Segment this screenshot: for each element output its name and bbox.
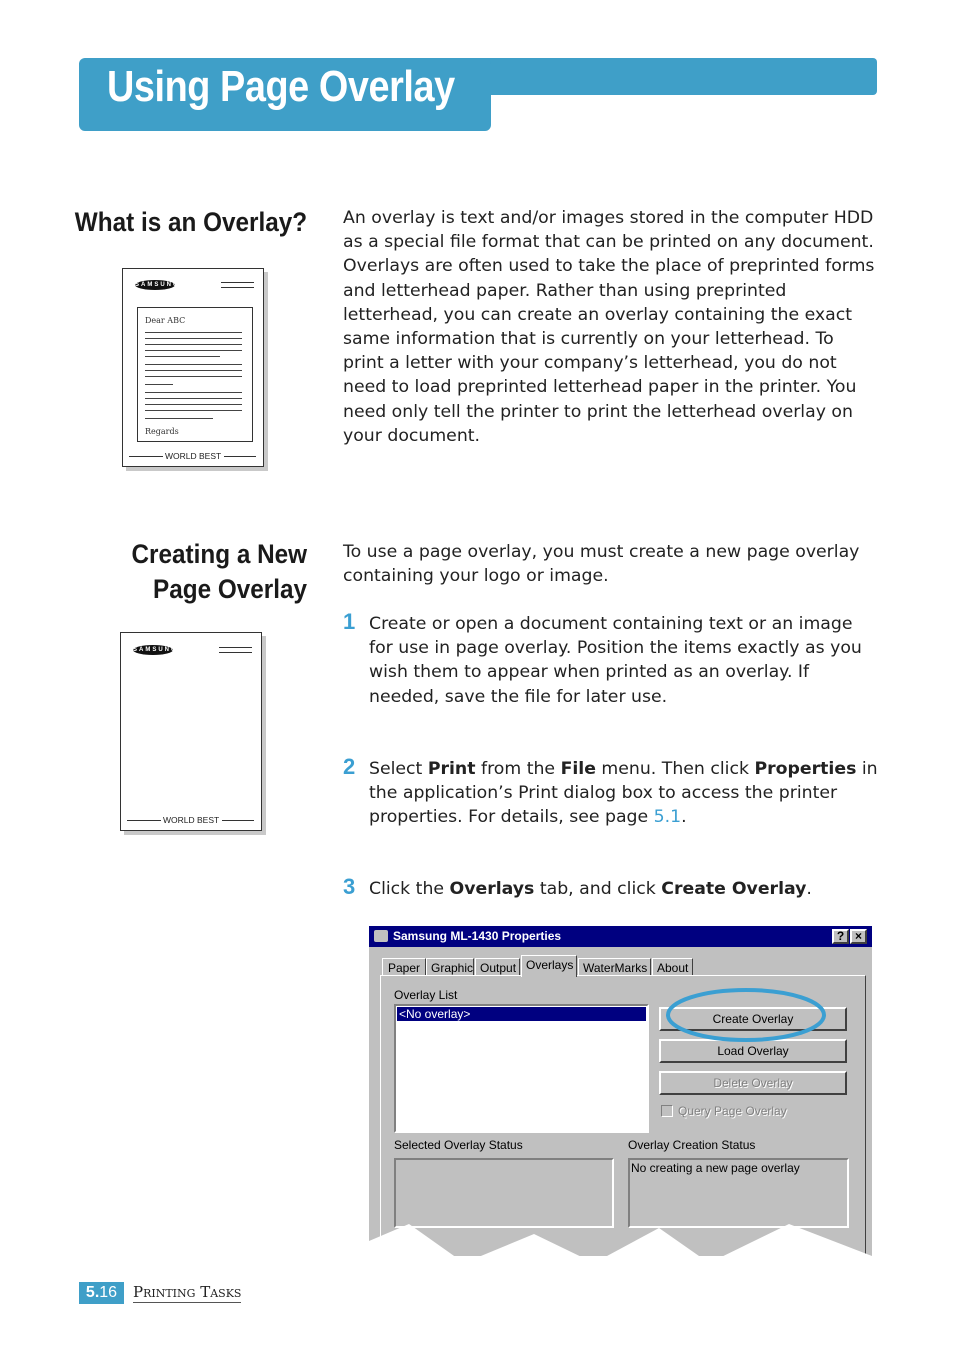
header-lines (219, 647, 252, 653)
step-3-bold-overlays: Overlays (449, 879, 535, 899)
page-number: 16 (99, 1284, 118, 1301)
step-2-text: in the application’s Print dialog box to access the printer properties. For details, see page (369, 759, 878, 828)
text-line (145, 418, 213, 419)
text-line (145, 404, 242, 405)
page-title: Using Page Overlay (107, 62, 455, 111)
text-line (145, 392, 242, 393)
letter-closing: Regards (145, 427, 179, 436)
create-overlay-button[interactable]: Create Overlay (659, 1007, 847, 1031)
title-banner-bar (480, 58, 877, 95)
close-button[interactable]: × (850, 929, 867, 944)
tab-paper[interactable]: Paper (382, 958, 426, 976)
samsung-logo: SAMSUNG (133, 647, 178, 653)
step-2-bold-file: File (560, 759, 596, 779)
footer-arrow-left (127, 820, 161, 821)
torn-edge (369, 1216, 872, 1256)
heading-line-2: Page Overlay (152, 574, 307, 604)
step-3-text: . (806, 879, 812, 899)
tab-output[interactable]: Output (475, 958, 520, 976)
tab-overlays[interactable]: Overlays (521, 955, 577, 977)
step-text-3 (369, 877, 879, 901)
query-overlay-label: Query Page Overlay (678, 1104, 787, 1118)
selected-status-label: Selected Overlay Status (394, 1138, 523, 1152)
text-line (145, 332, 242, 333)
letterhead-illustration (122, 268, 264, 467)
section-heading-what-is-overlay: What is an Overlay? (74, 207, 307, 237)
overlay-list[interactable] (394, 1004, 649, 1133)
tab-about[interactable]: About (652, 958, 693, 976)
text-line (145, 384, 173, 385)
tab-graphic[interactable]: Graphic (426, 958, 474, 976)
creation-status-text: No creating a new page overlay (631, 1161, 800, 1175)
text-line (145, 376, 242, 377)
section-body-what-is-overlay: An overlay is text and/or images stored in the computer HDD as a special file format that can be printed on any document. Overlays are often used to take the place of preprinted forms and letterhead paper. Rather than using preprinted letterhead, you can create an overlay containing the exact same information that is currently on your letterhead. To print a letter with your company’s letterhead, you do not need to load preprinted letterhead paper in the printer. You need only tell the printer to print the letterhead overlay on your document. (343, 208, 875, 446)
page-number-badge (79, 1282, 124, 1304)
text-line (145, 350, 242, 351)
step-number-3: 3 (343, 874, 356, 899)
text-line (145, 370, 242, 371)
load-overlay-button[interactable]: Load Overlay (659, 1039, 847, 1063)
footer-arrow-left (129, 456, 163, 457)
step-2-text: from the (475, 759, 561, 779)
heading-line-1: Creating a New (131, 539, 307, 569)
footer-slogan: WORLD BEST (163, 815, 220, 825)
footer-slogan: WORLD BEST (165, 451, 222, 461)
letter-greeting: Dear ABC (145, 316, 186, 325)
step-text-1: Create or open a document containing text or an image for use in page overlay. Position the items exactly as you wish them to appear when printed as an overlay. If needed, save the file for later use. (369, 614, 862, 707)
step-number-1: 1 (343, 609, 356, 634)
highlight-circle (660, 984, 830, 1046)
step-2-bold-properties: Properties (754, 759, 857, 779)
page-link[interactable]: 5.1 (653, 807, 682, 828)
help-button[interactable]: ? (832, 929, 849, 944)
dialog-title-bar (369, 926, 872, 947)
footer-arrow-right (224, 456, 256, 457)
step-3-text: Click the (369, 879, 450, 899)
creation-status-label: Overlay Creation Status (628, 1138, 756, 1152)
text-line (145, 398, 242, 399)
footer-section: Printing Tasks (133, 1283, 242, 1301)
letter-body-box (137, 307, 253, 442)
overlay-list-item[interactable]: <No overlay> (397, 1007, 646, 1021)
step-3-text: tab, and click (534, 879, 662, 899)
section-heading-creating-overlay (131, 537, 307, 607)
overlay-illustration (120, 632, 262, 831)
printer-icon (374, 930, 388, 942)
text-line (145, 338, 242, 339)
samsung-logo: SAMSUNG (135, 282, 180, 288)
text-line (145, 356, 220, 357)
step-text-2 (369, 757, 879, 830)
text-line (145, 364, 242, 365)
overlay-list-label: Overlay List (394, 988, 458, 1002)
step-2-bold-print: Print (427, 759, 476, 779)
step-number-2: 2 (343, 754, 356, 779)
step-2-text: . (681, 807, 687, 828)
footer-arrow-right (222, 820, 254, 821)
step-3-bold-create-overlay: Create Overlay (661, 879, 807, 899)
step-2-text: menu. Then click (595, 759, 755, 779)
section-intro-creating-overlay: To use a page overlay, you must create a new page overlay containing your logo or image. (343, 542, 860, 587)
dialog-title: Samsung ML-1430 Properties (393, 929, 562, 943)
footer-section-label (133, 1283, 241, 1303)
chapter-number: 5. (85, 1284, 100, 1301)
step-2-text: Select (369, 759, 428, 779)
tab-watermarks[interactable]: WaterMarks (578, 958, 651, 976)
delete-overlay-button[interactable]: Delete Overlay (659, 1071, 847, 1095)
query-overlay-checkbox[interactable] (661, 1105, 673, 1117)
properties-dialog (369, 926, 872, 1256)
text-line (145, 344, 242, 345)
text-line (145, 410, 242, 411)
header-lines (221, 282, 254, 288)
